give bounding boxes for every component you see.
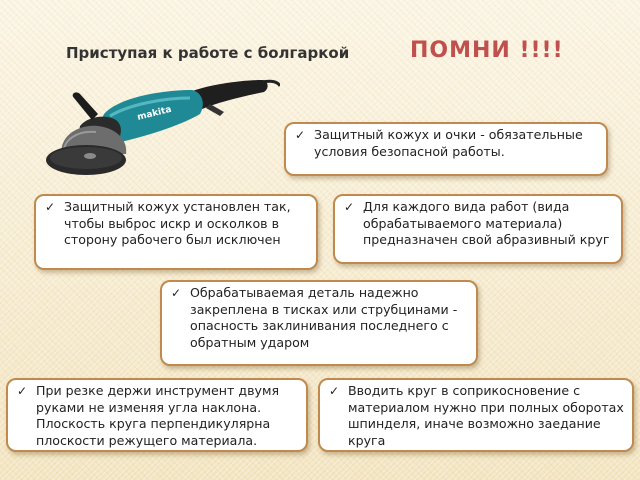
check-icon: ✓ [295,128,306,142]
safety-note-full-speed [318,378,634,452]
safety-note-text: Защитный кожух установлен так, чтобы выброс искр и осколков в сторону рабочего был исключен [64,199,291,247]
tool-brand-label: makita [136,104,173,123]
safety-note-text: Вводить круг в соприкосновение с материалом нужно при полных оборотах шпинделя, иначе возможно заедание круга [348,383,624,448]
check-icon: ✓ [171,286,182,300]
check-icon: ✓ [45,200,56,214]
remember-heading: ПОМНИ !!!! [410,38,564,63]
safety-note-two-hands [6,378,308,452]
safety-note-text: Обрабатываемая деталь надежно закреплена в тисках или струбцинами - опасность заклинивания последнего с обратным ударом [190,285,458,350]
slide-title: Приступая к работе с болгаркой [66,44,350,62]
check-icon: ✓ [17,384,28,398]
safety-note-abrasive-wheel [333,194,623,264]
check-icon: ✓ [344,200,355,214]
check-icon: ✓ [329,384,340,398]
safety-note-guard-position [34,194,318,270]
safety-note-text: Защитный кожух и очки - обязательные условия безопасной работы. [314,127,583,159]
safety-note-text: Для каждого вида работ (вида обрабатываемого материала) предназначен свой абразивный круг [363,199,610,247]
angle-grinder-image [40,68,280,180]
safety-note-workpiece-clamp [160,280,478,366]
safety-note-guard-glasses [284,122,608,176]
safety-note-text: При резке держи инструмент двумя руками не изменяя угла наклона. Плоскость круга перпендикулярна плоскости режущего материала. [36,383,280,448]
